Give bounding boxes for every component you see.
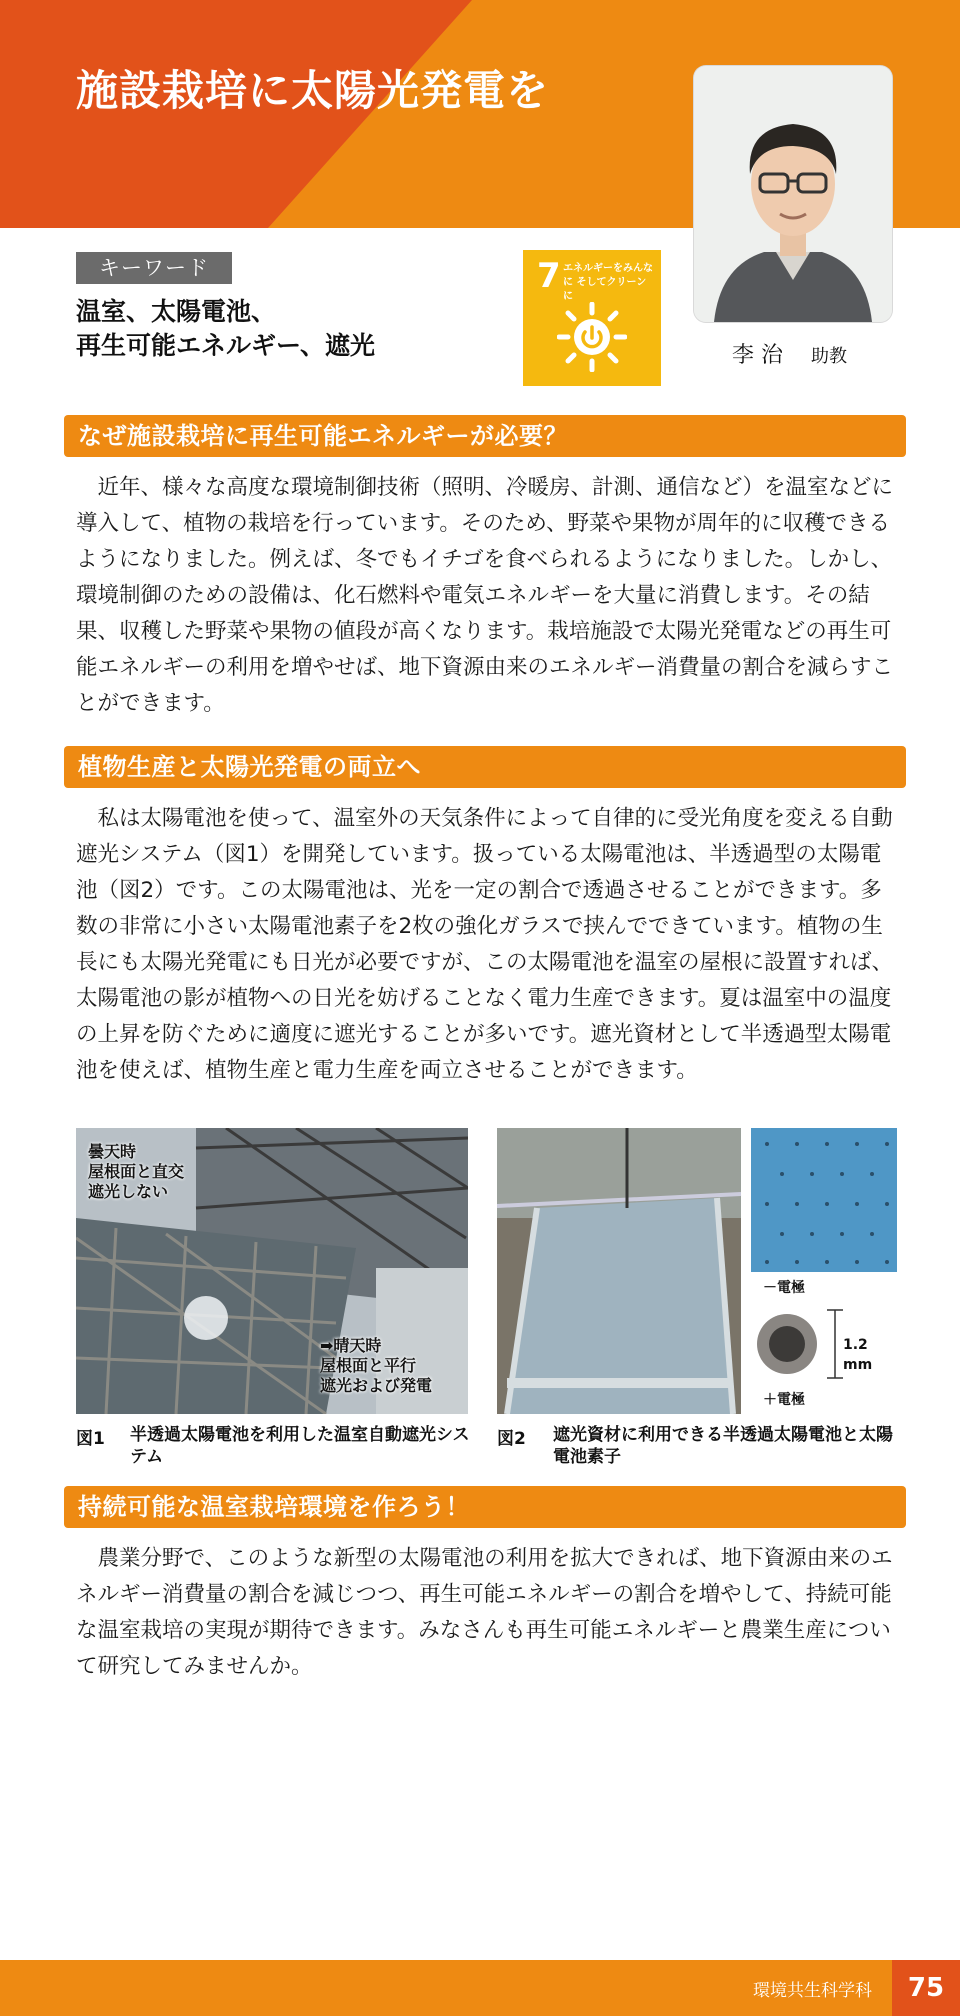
figure-1-sunny-callout	[320, 1336, 432, 1396]
bottom-electrode-label: ＋電極	[763, 1392, 805, 1408]
section-body-2: 私は太陽電池を使って、温室外の天気条件によって自律的に受光角度を変える自動遮光システム（図1）を開発しています。扱っている太陽電池は、半透過型の太陽電池（図2）です。この太陽電池は、光を一定の割合で透過させることができます。多数の非常に小さい太陽電池素子を2枚の強化ガラスで挟んでできています。植物の生長にも太陽光発電にも日光が必要ですが、この太陽電池を温室の屋根に設置すれば、太陽電池の影が植物への日光を妨げることなく電力生産できます。夏は温室中の温度の上昇を防ぐために適度に遮光することが多いです。遮光資材として半透過型太陽電池を使えば、植物生産と電力生産を両立させることができます。	[76, 806, 894, 1083]
page-title: 施設栽培に太陽光発電を	[76, 66, 550, 115]
sun-power-icon	[557, 302, 627, 372]
callout-cloudy-line: 屋根面と直交	[88, 1162, 185, 1181]
figure-2-photo	[497, 1128, 897, 1414]
department-label: 環境共生科学科	[753, 1981, 872, 2001]
callout-sunny-line: ➡晴天時	[320, 1336, 382, 1355]
sdg-goal-badge	[523, 250, 661, 386]
callout-sunny-line: 屋根面と平行	[320, 1356, 417, 1375]
callout-sunny-line: 遮光および発電	[320, 1376, 433, 1395]
figure-1-cloudy-callout	[88, 1142, 184, 1202]
section-body-3: 農業分野で、このような新型の太陽電池の利用を拡大できれば、地下資源由来のエネルギー消費量の割合を減じつつ、再生可能エネルギーの割合を増やして、持続可能な温室栽培の実現が期待できます。みなさんも再生可能エネルギーと農業生産について研究してみませんか。	[76, 1546, 893, 1679]
sdg-number: 7	[537, 256, 561, 296]
keyword-line-1: 温室、太陽電池、	[76, 297, 277, 326]
researcher-name: 李 治	[732, 343, 783, 368]
page-number: 75	[892, 1960, 960, 2016]
figure-1-photo	[76, 1128, 468, 1414]
figure-1-number: 図1	[76, 1429, 105, 1449]
figure-2-number: 図2	[497, 1429, 526, 1449]
figure-2-caption: 遮光資材に利用できる半透過太陽電池と太陽電池素子	[553, 1425, 893, 1467]
footer-bar	[0, 1960, 960, 2016]
keyword-badge: キーワード	[76, 252, 232, 284]
section-heading-3: 持続可能な温室栽培環境を作ろう！	[64, 1486, 906, 1528]
callout-cloudy-line: 曇天時	[88, 1142, 137, 1161]
top-electrode-label: －電極	[763, 1280, 805, 1296]
researcher-name-line	[732, 338, 847, 369]
callout-cloudy-line: 遮光しない	[88, 1182, 169, 1201]
dimension-label: 1.2 mm	[843, 1337, 873, 1373]
sdg-text: エネルギーをみんなに そしてクリーンに	[563, 263, 653, 302]
section-body-1: 近年、様々な高度な環境制御技術（照明、冷暖房、計測、通信など）を温室などに導入して、植物の栽培を行っています。そのため、野菜や果物が周年的に収穫できるようになりました。例えば、冬でもイチゴを食べられるようになりました。しかし、環境制御のための設備は、化石燃料や電気エネルギーを大量に消費します。その結果、収穫した野菜や果物の値段が高くなります。栽培施設で太陽光発電などの再生可能エネルギーの利用を増やせば、地下資源由来のエネルギー消費量の割合を減らすことができます。	[76, 475, 894, 716]
section-heading-1: なぜ施設栽培に再生可能エネルギーが必要？	[64, 415, 906, 457]
person-portrait-icon	[694, 66, 892, 322]
keyword-line-2: 再生可能エネルギー、遮光	[76, 331, 376, 360]
researcher-role: 助教	[811, 346, 847, 367]
researcher-photo	[694, 66, 892, 322]
solar-panel-photo-icon	[497, 1128, 897, 1414]
section-heading-2: 植物生産と太陽光発電の両立へ	[64, 746, 906, 788]
figure-1-caption: 半透過太陽電池を利用した温室自動遮光システム	[130, 1425, 470, 1467]
